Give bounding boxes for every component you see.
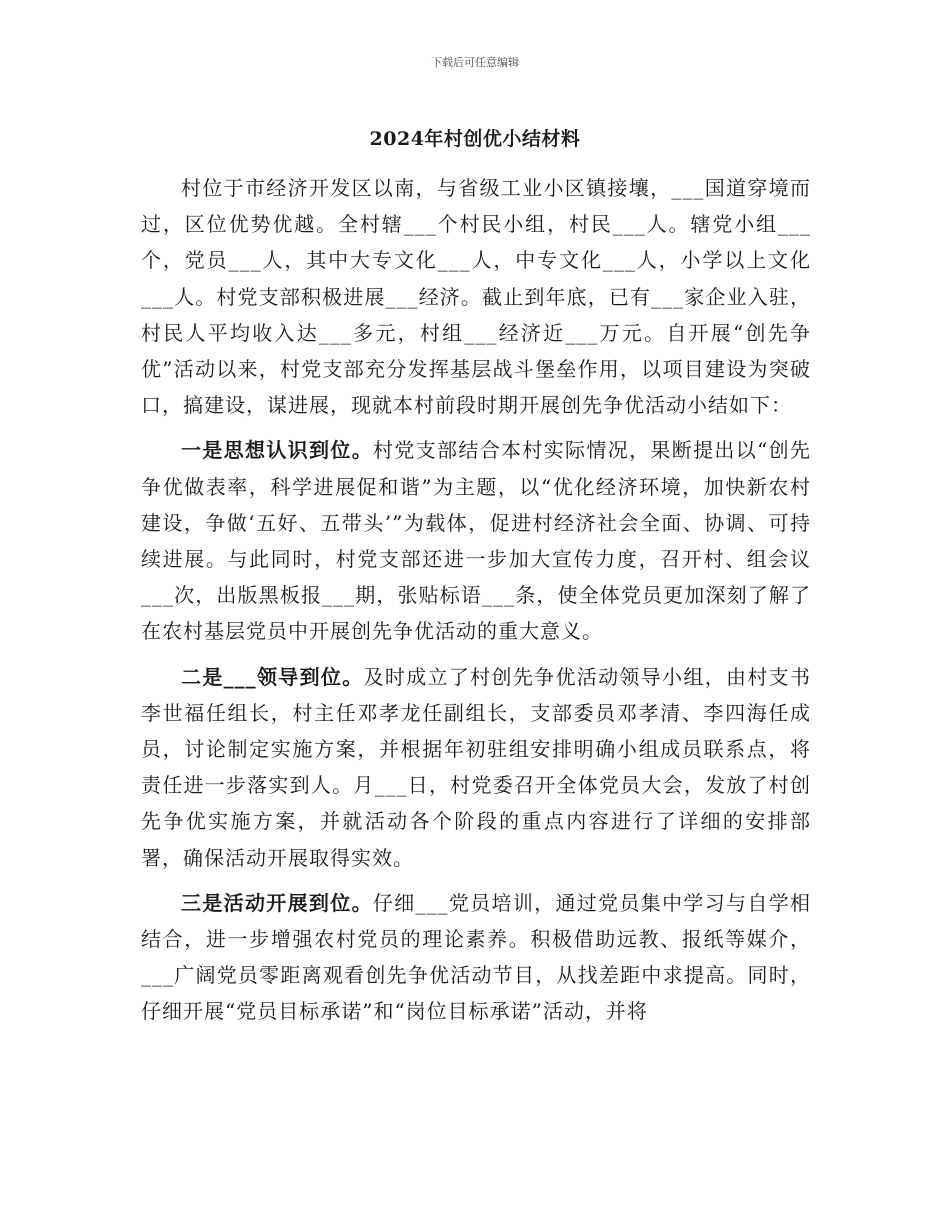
section-paragraph-activities [141,885,811,1030]
page-header-note: 下载后可任意编辑 [431,56,519,69]
paragraph-lead: 一是思想认识到位。 [181,438,374,463]
section-paragraph-leadership [141,659,811,876]
paragraph-text: 村党支部结合本村实际情况，果断提出以“创先争优做表率，科学进展促和谐”为主题，以“优化经济环境，加快新农村建设，争做‘五好、五带头’”为载体，促进村经济社会全面、协调、可持续进展。与此同时，村党支部还进一步加大宣传力度，召开村、组会议___次，出版黑板报___期，张贴标语___条，使全体党员更加深刻了解了在农村基层党员中开展创先争优活动的重大意义。 [141,438,811,644]
paragraph-lead: 二是___领导到位。 [181,664,364,689]
paragraph-text: 仔细___党员培训，通过党员集中学习与自学相结合，进一步增强农村党员的理论素养。积极借助远教、报纸等媒介，___广阔党员零距离观看创先争优活动节目，从找差距中求提高。同时，仔细开展“党员目标承诺”和“岗位目标承诺”活动，并将 [141,890,812,1024]
document-body [141,170,811,1039]
paragraph-text: 村位于市经济开发区以南，与省级工业小区镇接壤，___国道穿境而过，区位优势优越。全村辖___个村民小组，村民___人。辖党小组___个，党员___人，其中大专文化___人，中专文化___人，小学以上文化___人。村党支部积极进展___经济。截止到年底，已有___家企业入驻，村民人平均收入达___多元，村组___经济近___万元。自开展“创先争优”活动以来，村党支部充分发挥基层战斗堡垒作用，以项目建设为突破口，搞建设，谋进展，现就本村前段时期开展创先争优活动小结如下： [141,176,811,418]
paragraph-text: 及时成立了村创先争优活动领导小组，由村支书李世福任组长，村主任邓孝龙任副组长，支部委员邓孝清、李四海任成员，讨论制定实施方案，并根据年初驻组安排明确小组成员联系点，将责任进一步落实到人。月___日，村党委召开全体党员大会，发放了村创先争优实施方案，并就活动各个阶段的重点内容进行了详细的安排部署，确保活动开展取得实效。 [141,664,812,870]
paragraph-lead: 三是活动开展到位。 [181,890,373,915]
intro-paragraph [141,170,811,423]
section-paragraph-thinking [141,432,811,649]
document-title: 2024年村创优小结材料 [369,128,581,150]
